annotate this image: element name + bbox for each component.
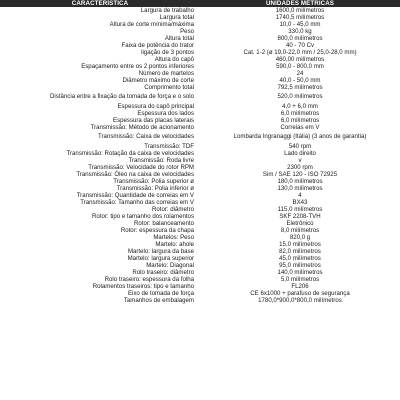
table-row	[0, 14, 400, 21]
characteristic-cell: Distância entre a fixação da tomada de força e o solo	[0, 91, 200, 103]
metric-value-cell: 15,0 milímetros	[200, 241, 400, 248]
metric-value-cell: 1740,5 milímetros	[200, 14, 400, 21]
metric-value-cell: CE 6x1000 + parafuso de segurança	[200, 290, 400, 297]
characteristic-cell: Comprimento total	[0, 84, 200, 91]
table-row	[0, 234, 400, 241]
table-row	[0, 157, 400, 164]
characteristic-cell: Transmissão: Polia inferior ø	[0, 185, 200, 192]
table-row	[0, 117, 400, 124]
characteristic-cell: Transmissão: Roda livre	[0, 157, 200, 164]
table-row	[0, 297, 400, 304]
metric-value-cell: 6,0 milímetros	[200, 117, 400, 124]
characteristic-cell: Rotor: espessura da chapa	[0, 227, 200, 234]
metric-value-cell: v	[200, 157, 400, 164]
metric-value-cell: Lado direito	[200, 150, 400, 157]
metric-value-cell: 792,5 milímetros	[200, 84, 400, 91]
characteristic-cell: ligação de 3 pontos	[0, 49, 200, 56]
metric-value-cell: 330,0 kg	[200, 28, 400, 35]
table-row	[0, 56, 400, 63]
characteristic-cell: Rotor: balanceamento	[0, 220, 200, 227]
metric-value-cell: 10,0 - 45,0 mm	[200, 21, 400, 28]
table-row	[0, 269, 400, 276]
characteristic-cell: Transmissão: Método de acionamento	[0, 124, 200, 131]
metric-value-cell: 460,00 milímetros	[200, 56, 400, 63]
characteristic-cell: Diâmetro máximo de corte	[0, 77, 200, 84]
metric-value-cell: 820,0 g	[200, 234, 400, 241]
metric-value-cell: 40,0 - 50,0 mm	[200, 77, 400, 84]
characteristic-cell: Eixo de tomada de força	[0, 290, 200, 297]
table-row	[0, 164, 400, 171]
table-row	[0, 213, 400, 220]
metric-value-cell: 1600,0 milímetros	[200, 7, 400, 14]
characteristic-cell: Martelos: Peso	[0, 234, 200, 241]
characteristic-cell: Martelo: largura da base	[0, 248, 200, 255]
characteristic-cell: Peso	[0, 28, 200, 35]
characteristic-cell: Rotor: tipo e tamanho dos rolamentos	[0, 213, 200, 220]
characteristic-cell: Transmissão: Tamanho das correias em V	[0, 199, 200, 206]
metric-value-cell: Cat. 1-2 (ø 19,0-22,0 mm / 25,0-28,0 mm)	[200, 49, 400, 56]
table-row	[0, 206, 400, 213]
characteristic-cell: Espessura dos lados	[0, 110, 200, 117]
characteristic-cell: Transmissão: Polia superior ø	[0, 178, 200, 185]
characteristic-cell: Espaçamento entre os 2 pontos inferiores	[0, 63, 200, 70]
metric-value-cell: 520,0 milímetros	[200, 91, 400, 103]
metric-value-cell: Lombarda Ingranaggi (Itália) (3 anos de garantia)	[200, 131, 400, 143]
characteristic-cell: Espessura das placas laterais	[0, 117, 200, 124]
table-row	[0, 110, 400, 117]
metric-value-cell: 590,0 - 800,0 mm	[200, 63, 400, 70]
metric-value-cell: BX43	[200, 199, 400, 206]
table-row	[0, 35, 400, 42]
metric-value-cell: SKF 2208-TVH	[200, 213, 400, 220]
metric-value-cell: 4,0 + 6,0 mm	[200, 103, 400, 110]
characteristic-cell: Altura total	[0, 35, 200, 42]
metric-value-cell: 130,0 milímetros	[200, 185, 400, 192]
characteristic-cell: Transmissão: Óleo na caixa de velocidades	[0, 171, 200, 178]
characteristic-cell: Rolo traseiro: espessura da folha	[0, 276, 200, 283]
characteristic-cell: Tamanhos de embalagem	[0, 297, 200, 304]
characteristic-cell: Transmissão: Quantidade de correias em V	[0, 192, 200, 199]
table-row	[0, 178, 400, 185]
characteristic-cell: Número de martelos	[0, 70, 200, 77]
table-row	[0, 283, 400, 290]
table-row	[0, 248, 400, 255]
characteristic-cell: Largura total	[0, 14, 200, 21]
table-row	[0, 124, 400, 131]
metric-value-cell: Correias em V	[200, 124, 400, 131]
metric-value-cell: 8,0 milímetros	[200, 227, 400, 234]
header-metric-units: UNIDADES MÉTRICAS	[200, 0, 400, 7]
characteristic-cell: Espessura do capô principal	[0, 103, 200, 110]
metric-value-cell: Sim / SAE 120 - ISO 72925	[200, 171, 400, 178]
characteristic-cell: Altura do capô	[0, 56, 200, 63]
metric-value-cell: FL206	[200, 283, 400, 290]
table-row	[0, 255, 400, 262]
table-row	[0, 192, 400, 199]
table-row	[0, 262, 400, 269]
table-row	[0, 49, 400, 56]
table-row	[0, 150, 400, 157]
characteristic-cell: Martelo: ahole	[0, 241, 200, 248]
characteristic-cell: Transmissão: Velocidade do rotor RPM	[0, 164, 200, 171]
table-row	[0, 276, 400, 283]
metric-value-cell: 45,0 milímetros	[200, 255, 400, 262]
metric-value-cell: 5,0 milímetros	[200, 276, 400, 283]
table-row	[0, 220, 400, 227]
table-row	[0, 7, 400, 14]
characteristic-cell: Rolo traseiro: diâmetro	[0, 269, 200, 276]
metric-value-cell: 4	[200, 192, 400, 199]
table-row	[0, 84, 400, 91]
table-row	[0, 199, 400, 206]
table-header-row	[0, 0, 400, 7]
characteristic-cell: Rolamentos traseiros: tipo e tamanho	[0, 283, 200, 290]
metric-value-cell: 140,0 milímetros	[200, 269, 400, 276]
table-row	[0, 241, 400, 248]
characteristic-cell: Largura de trabalho	[0, 7, 200, 14]
table-row	[0, 91, 400, 103]
metric-value-cell: 180,0 milímetros	[200, 178, 400, 185]
table-row	[0, 143, 400, 150]
characteristic-cell: Transmissão: Caixa de velocidades	[0, 131, 200, 143]
metric-value-cell: 95,0 milímetros	[200, 262, 400, 269]
table-row	[0, 185, 400, 192]
characteristic-cell: Transmissão: Rotação da caixa de velocidades	[0, 150, 200, 157]
table-row	[0, 131, 400, 143]
table-row	[0, 290, 400, 297]
characteristic-cell: Altura de corte mínima/máxima	[0, 21, 200, 28]
table-row	[0, 77, 400, 84]
metric-value-cell: 540 rpm	[200, 143, 400, 150]
table-row	[0, 227, 400, 234]
metric-value-cell: 40 - 70 Cv	[200, 42, 400, 49]
header-characteristic: CARACTERÍSTICA	[0, 0, 200, 7]
metric-value-cell: 1780,0*900,0*800,0 milímetros	[200, 297, 400, 304]
metric-value-cell: 82,0 milímetros	[200, 248, 400, 255]
table-row	[0, 28, 400, 35]
table-row	[0, 21, 400, 28]
metric-value-cell: 2300 rpm	[200, 164, 400, 171]
characteristic-cell: Martelo: largura superior	[0, 255, 200, 262]
characteristic-cell: Faixa de potência do trator	[0, 42, 200, 49]
metric-value-cell: 115,0 milímetros	[200, 206, 400, 213]
table-row	[0, 103, 400, 110]
metric-value-cell: 800,0 milímetros	[200, 35, 400, 42]
metric-value-cell: Eletrônico	[200, 220, 400, 227]
table-row	[0, 63, 400, 70]
table-body	[0, 7, 400, 304]
metric-value-cell: 6,0 milímetros	[200, 110, 400, 117]
characteristic-cell: Martelo: Diagonal	[0, 262, 200, 269]
table-row	[0, 42, 400, 49]
characteristic-cell: Transmissão: TDF	[0, 143, 200, 150]
characteristic-cell: Rotor: diâmetro	[0, 206, 200, 213]
metric-value-cell: 24	[200, 70, 400, 77]
table-row	[0, 70, 400, 77]
table-row	[0, 171, 400, 178]
